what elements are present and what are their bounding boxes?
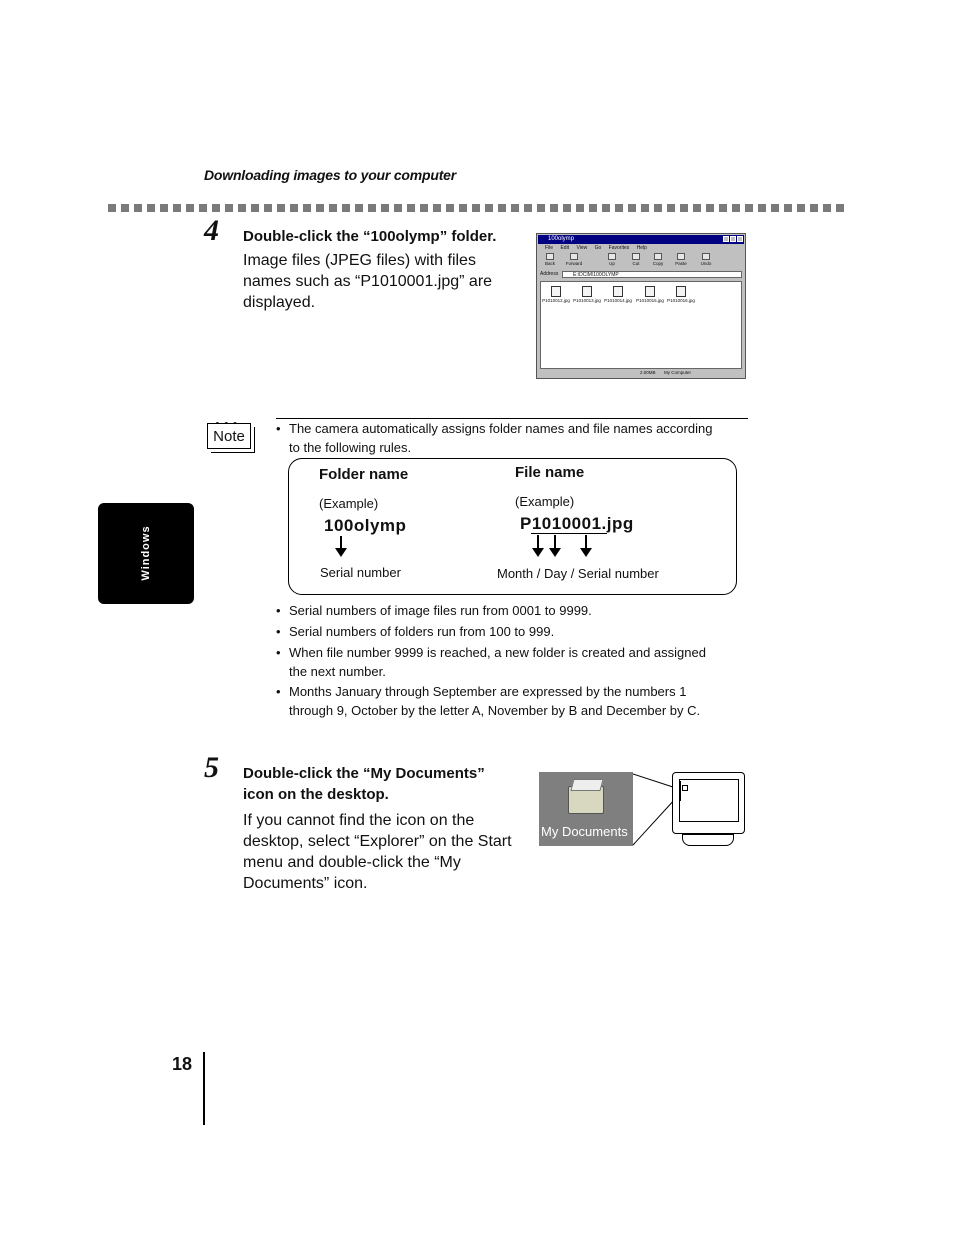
step-5-body-line: desktop, select “Explorer” on the Start (243, 833, 512, 850)
tool-up: Up (603, 253, 621, 266)
jpeg-file-icon (645, 286, 655, 297)
tool-paste: Paste (672, 253, 690, 266)
bullet-mark: • (276, 645, 281, 660)
step-4-body-line: names such as “P1010001.jpg” are (243, 273, 493, 290)
menu-go: Go (594, 245, 602, 251)
folder-name-heading: Folder name (319, 466, 409, 483)
file-item: P1010015.jpg (635, 286, 665, 303)
jpeg-file-icon (582, 286, 592, 297)
step-5-body-line: Documents” icon. (243, 875, 368, 892)
explorer-menu-bar (545, 245, 653, 251)
file-name-underline (531, 533, 607, 534)
explorer-window-screenshot (536, 233, 746, 379)
tool-forward: Forward (565, 253, 583, 266)
address-label: Address (540, 271, 559, 277)
explorer-title-bar (538, 235, 744, 244)
step-4-title: Double-click the “100olymp” folder. (243, 228, 497, 245)
down-arrow-icon (554, 535, 556, 549)
file-name-heading: File name (515, 464, 585, 481)
step-5-body-line: If you cannot find the icon on the (243, 812, 475, 829)
note-bullet: When file number 9999 is reached, a new folder is created and assigned the next number. (289, 645, 706, 679)
menu-favorites: Favorites (608, 245, 630, 251)
menu-help: Help (636, 245, 647, 251)
file-example-name: P1010001.jpg (520, 514, 634, 533)
file-item: P1010013.jpg (572, 286, 602, 303)
note-label: Note (207, 423, 251, 449)
undo-icon (702, 253, 710, 260)
step-5-title-line: Double-click the “My Documents” (243, 765, 485, 782)
bullet-mark: • (276, 624, 281, 639)
step-4-body-line: Image files (JPEG files) with files (243, 252, 476, 269)
monitor-screen (679, 779, 739, 822)
page-number: 18 (172, 1054, 193, 1074)
bullet-mark: • (276, 421, 281, 436)
back-arrow-icon (546, 253, 554, 260)
note-intro-line: to the following rules. (289, 440, 412, 455)
step-4-body-line: displayed. (243, 294, 316, 311)
page-number-rule (203, 1052, 205, 1125)
explorer-toolbar (541, 253, 741, 268)
menu-file: File (545, 245, 554, 251)
note-bullet: Serial numbers of image files run from 0001 to 9999. (289, 603, 592, 618)
step-5-title-line: icon on the desktop. (243, 786, 389, 803)
file-caption: Month / Day / Serial number (497, 566, 659, 581)
step-5-body (243, 810, 512, 894)
note-bullet: Serial numbers of folders run from 100 to 999. (289, 624, 555, 639)
my-documents-icon (539, 772, 633, 846)
close-icon (737, 236, 743, 242)
tool-undo: Undo (697, 253, 715, 266)
note-intro-line: The camera automatically assigns folder names and file names according (289, 421, 713, 436)
bullet-mark: • (276, 684, 281, 699)
monitor-stand (682, 834, 734, 846)
step-5-body-line: menu and double-click the “My (243, 854, 461, 871)
dotted-divider (108, 204, 848, 212)
folder-caption: Serial number (320, 565, 401, 580)
explorer-title: 100olymp (548, 236, 575, 242)
jpeg-file-icon (613, 286, 623, 297)
address-field: E:\DCIM\100OLYMP (562, 271, 742, 278)
file-item: P1010012.jpg (541, 286, 571, 303)
file-example-label: (Example) (515, 494, 575, 509)
step-4-number: 4 (204, 214, 219, 247)
down-arrow-icon (340, 536, 342, 549)
up-folder-icon (608, 253, 616, 260)
section-title: Downloading images to your computer (204, 167, 457, 183)
folder-icon (568, 786, 604, 814)
note-intro (289, 419, 749, 457)
highlight-square (682, 785, 688, 791)
down-arrow-icon (585, 535, 587, 549)
tool-cut: Cut (627, 253, 645, 266)
forward-arrow-icon (570, 253, 578, 260)
copy-icon (654, 253, 662, 260)
status-location: My Computer (664, 370, 692, 375)
step-5-number: 5 (204, 751, 219, 784)
down-arrow-icon (537, 535, 539, 549)
step-5-title (243, 763, 485, 805)
tool-copy: Copy (649, 253, 667, 266)
jpeg-file-icon (551, 286, 561, 297)
file-item: P1010016.jpg (666, 286, 696, 303)
menu-view: View (576, 245, 588, 251)
step-4-body (243, 250, 492, 313)
status-size: 2.00MB (640, 370, 656, 375)
folder-example-label: (Example) (319, 496, 379, 511)
paste-icon (677, 253, 685, 260)
side-tab-label: Windows (140, 525, 152, 581)
scissors-icon (632, 253, 640, 260)
file-item: P1010014.jpg (603, 286, 633, 303)
my-documents-label: My Documents (541, 824, 628, 839)
tool-back: Back (541, 253, 559, 266)
explorer-file-list (540, 281, 742, 369)
bullet-mark: • (276, 603, 281, 618)
minimize-icon (723, 236, 729, 242)
menu-edit: Edit (560, 245, 570, 251)
monitor-icon (672, 772, 745, 834)
desktop-icons-column (680, 781, 685, 801)
maximize-icon (730, 236, 736, 242)
jpeg-file-icon (676, 286, 686, 297)
note-bullet: Months January through September are expressed by the numbers 1 through 9, October by the letter A, November by B and December by C. (289, 684, 701, 718)
explorer-address-bar (540, 270, 742, 279)
folder-example-name: 100olymp (324, 516, 407, 535)
explorer-status-bar (540, 369, 742, 376)
